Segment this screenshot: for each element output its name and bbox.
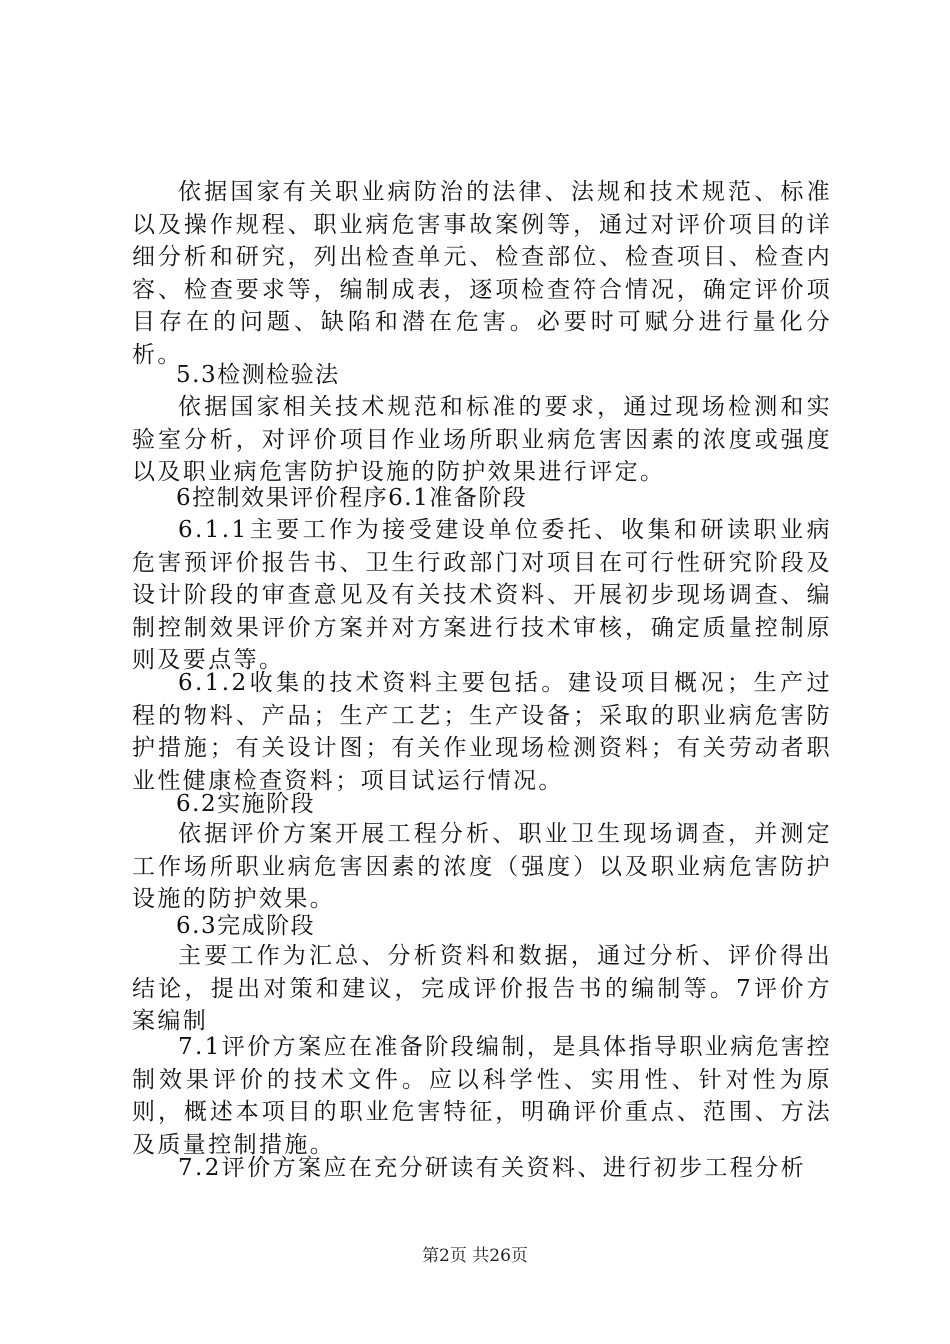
paragraph-checklist-method: 依据国家有关职业病防治的法律、法规和技术规范、标准以及操作规程、职业病危害事故案例等，通过对评价项目的详细分析和研究，列出检查单元、检查部位、检查项目、检查内容、检查要求等，编制成表，逐项检查符合情况，确定评价项目存在的问题、缺陷和潜在危害。必要时可赋分进行量化分析。	[132, 179, 832, 368]
paragraph-6-1-2: 6.1.2收集的技术资料主要包括。建设项目概况；生产过程的物料、产品；生产工艺；生产设备；采取的职业病危害防护措施；有关设计图；有关作业现场检测资料；有关劳动者职业性健康检查资料；项目试运行情况。	[132, 670, 832, 794]
paragraph-detection-method: 依据国家相关技术规范和标准的要求，通过现场检测和实验室分析，对评价项目作业场所职业病危害因素的浓度或强度以及职业病危害防护设施的防护效果进行评定。	[132, 394, 832, 485]
paragraph-7-2: 7.2评价方案应在充分研读有关资料、进行初步工程分析	[178, 1155, 806, 1181]
paragraph-7-1: 7.1评价方案应在准备阶段编制，是具体指导职业病危害控制效果评价的技术文件。应以科学性、实用性、针对性为原则，概述本项目的职业危害特征，明确评价重点、范围、方法及质量控制措施。	[132, 1034, 832, 1158]
paragraph-6-2: 依据评价方案开展工程分析、职业卫生现场调查，并测定工作场所职业病危害因素的浓度（强度）以及职业病危害防护设施的防护效果。	[132, 821, 832, 912]
paragraph-6-3: 主要工作为汇总、分析资料和数据，通过分析、评价得出结论，提出对策和建议，完成评价报告书的编制等。7评价方案编制	[132, 943, 832, 1034]
heading-6-3: 6.3完成阶段	[176, 913, 316, 939]
heading-6-procedure: 6控制效果评价程序6.1准备阶段	[176, 485, 528, 511]
paragraph-6-1-1: 6.1.1主要工作为接受建设单位委托、收集和研读职业病危害预评价报告书、卫生行政部门对项目在可行性研究阶段及设计阶段的审查意见及有关技术资料、开展初步现场调查、编制控制效果评价方案并对方案进行技术审核，确定质量控制原则及要点等。	[132, 517, 832, 673]
heading-5-3: 5.3检测检验法	[176, 362, 340, 388]
heading-6-2: 6.2实施阶段	[176, 791, 316, 817]
page-number-footer: 第2页 共26页	[422, 1246, 528, 1266]
